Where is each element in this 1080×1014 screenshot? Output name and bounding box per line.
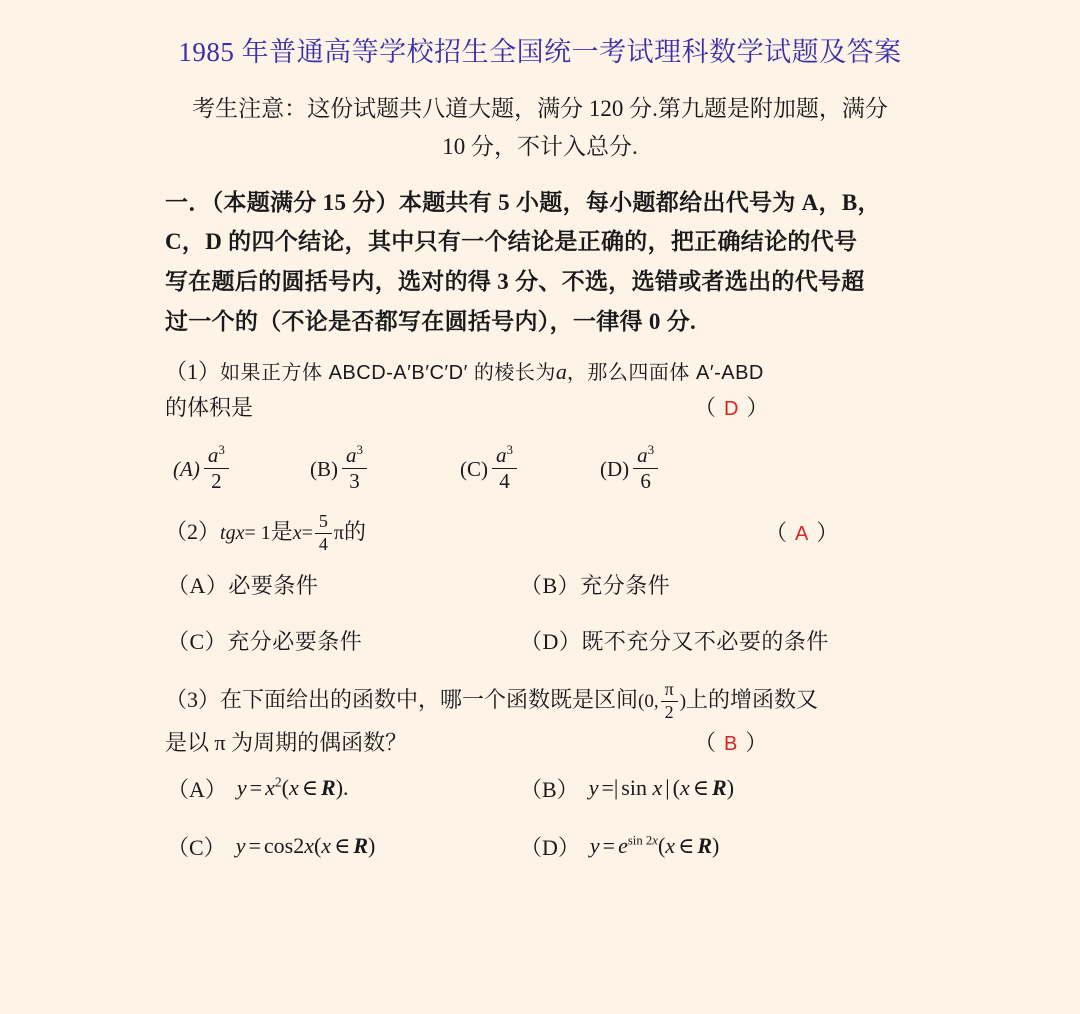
option-tag: （B） (520, 776, 579, 802)
question-1-option-d[interactable] (600, 442, 660, 493)
option-tag: （A） (167, 776, 227, 802)
option-fraction (342, 444, 367, 492)
frac-numerator-exp: 3 (356, 442, 364, 458)
option-tag: (D) (600, 457, 630, 481)
question-3-answer-box (694, 725, 769, 761)
frac-numerator-base: a (496, 443, 507, 468)
frac-numerator: 5 (315, 512, 332, 533)
option-text: 必要条件 (228, 573, 319, 599)
question-2-option-d[interactable] (520, 625, 829, 656)
frac-denominator: 2 (211, 469, 222, 493)
question-3-stem-a: 在下面给出的函数中，哪一个函数既是区间 (220, 687, 639, 713)
option-formula: y =| sin x | (x ∈ R) (588, 775, 735, 801)
frac-numerator-base: a (637, 443, 648, 468)
question-3-answer: B (724, 733, 740, 756)
question-1 (165, 354, 915, 425)
option-text: 充分条件 (580, 573, 671, 599)
option-formula: $y = e^{sin 2x}(x$ ∈ R) (589, 833, 720, 859)
frac-numerator-exp: 3 (647, 442, 655, 458)
question-2 (165, 513, 915, 555)
question-1-answer-box (694, 390, 770, 426)
question-1-option-c[interactable] (460, 442, 519, 493)
option-tag: （D） (520, 629, 582, 655)
question-2-number: （2） (165, 519, 221, 545)
question-1-stem-b: ，那么四面体 A′-ABD (566, 362, 764, 385)
paren-open: （ (765, 520, 790, 546)
instruction-line-3: 写在题后的圆括号内，选对的得 3 分、不选，选错或者选出的代号超 (165, 268, 865, 294)
question-3-option-d[interactable] (520, 831, 719, 862)
paren-close: ） (816, 520, 841, 546)
question-3-line-2 (165, 725, 915, 761)
question-3-interval-fraction (661, 680, 678, 722)
exam-notice (165, 90, 915, 165)
question-2-tg-expr: tgx (220, 522, 245, 545)
question-3-option-b[interactable] (520, 773, 734, 804)
question-2-answer: A (795, 523, 811, 546)
question-1-stem-a: 如果正方体 ABCD-A′B′C′D′ 的棱长为 (220, 362, 556, 385)
question-3-interval-close: ) (679, 691, 687, 713)
question-2-fraction (315, 512, 332, 554)
frac-numerator-base: a (207, 443, 219, 468)
option-tag: （B） (520, 573, 581, 599)
paren-close: ） (745, 730, 770, 756)
option-tag: (A) (173, 457, 200, 481)
option-tag: （C） (167, 629, 228, 655)
frac-numerator-exp: 3 (218, 442, 225, 458)
question-3-options-row-2 (165, 831, 915, 881)
frac-denominator: 4 (318, 533, 328, 554)
question-3-stem-b: 上的增函数又 (686, 687, 819, 713)
section-one-instructions (165, 183, 915, 341)
question-1-variable: a (555, 359, 567, 385)
frac-denominator: 4 (499, 469, 510, 493)
notice-line-1: 考生注意：这份试题共八道大题，满分 120 分.第九题是附加题，满分 (192, 96, 888, 122)
question-1-option-b[interactable] (310, 442, 369, 493)
frac-numerator-exp: 3 (506, 442, 514, 458)
question-1-answer: D (724, 397, 741, 420)
question-2-eq1: = 1 (244, 522, 271, 545)
instruction-line-1: 一．（本题满分 15 分）本题共有 5 小题，每小题都给出代号为 A，B， (165, 189, 881, 215)
question-2-options-row-2 (165, 625, 915, 677)
question-1-line-2 (165, 390, 915, 426)
question-1-number: （1） (165, 359, 221, 385)
option-tag: （C） (167, 834, 226, 860)
question-2-pi: π (333, 522, 345, 545)
page-title: 1985 年普通高等学校招生全国统一考试理科数学试题及答案 (178, 37, 902, 67)
paren-close: ） (746, 394, 771, 420)
option-text: 充分必要条件 (227, 629, 363, 655)
frac-numerator-base: a (346, 443, 357, 468)
frac-numerator: π (661, 680, 678, 701)
question-2-option-b[interactable] (520, 569, 670, 600)
question-2-shi: 是 (270, 519, 293, 545)
question-1-options (165, 442, 915, 505)
question-3-option-a[interactable] (167, 773, 349, 804)
instruction-line-2: C，D 的四个结论，其中只有一个结论是正确的，把正确结论的代号 (165, 229, 858, 255)
question-3-number: （3） (165, 687, 221, 713)
question-2-de: 的 (344, 519, 367, 545)
question-2-answer-box (765, 515, 840, 551)
option-tag: (B) (310, 457, 338, 481)
question-2-option-a[interactable] (167, 569, 318, 600)
question-3-interval-open: (0, (638, 691, 659, 713)
option-tag: （D） (520, 834, 580, 860)
question-1-stem-c: 的体积是 (165, 394, 254, 420)
option-fraction (204, 444, 229, 492)
notice-line-2: 10 分，不计入总分. (442, 133, 638, 159)
paren-open: （ (694, 394, 719, 420)
question-3-option-c[interactable] (167, 831, 375, 862)
question-2-x: x (292, 522, 302, 545)
frac-denominator: 3 (349, 469, 360, 493)
option-tag: （A） (167, 573, 229, 599)
frac-denominator: 2 (664, 701, 674, 722)
option-formula: y = cos2x(x ∈ R) (235, 833, 376, 859)
option-fraction (492, 444, 517, 492)
question-2-option-c[interactable] (167, 625, 362, 656)
question-3-stem-c: 是以 π 为周期的偶函数？ (165, 730, 408, 756)
question-2-eq2: = (301, 522, 313, 545)
question-3-line-1 (165, 681, 915, 723)
frac-denominator: 6 (640, 469, 651, 493)
option-fraction (633, 444, 658, 492)
question-1-option-a[interactable] (173, 442, 231, 493)
question-2-options-row-1 (165, 569, 915, 625)
question-3 (165, 681, 915, 761)
question-2-line-1 (165, 513, 915, 555)
option-tag: (C) (460, 457, 488, 481)
option-text: 既不充分又不必要的条件 (581, 629, 829, 655)
question-3-options-row-1 (165, 773, 915, 823)
question-1-line-1 (165, 354, 915, 390)
option-formula: $y = x^2(x$ ∈ R). (236, 774, 349, 801)
instruction-line-4: 过一个的（不论是否都写在圆括号内），一律得 0 分. (165, 308, 697, 334)
paren-open: （ (694, 730, 719, 756)
